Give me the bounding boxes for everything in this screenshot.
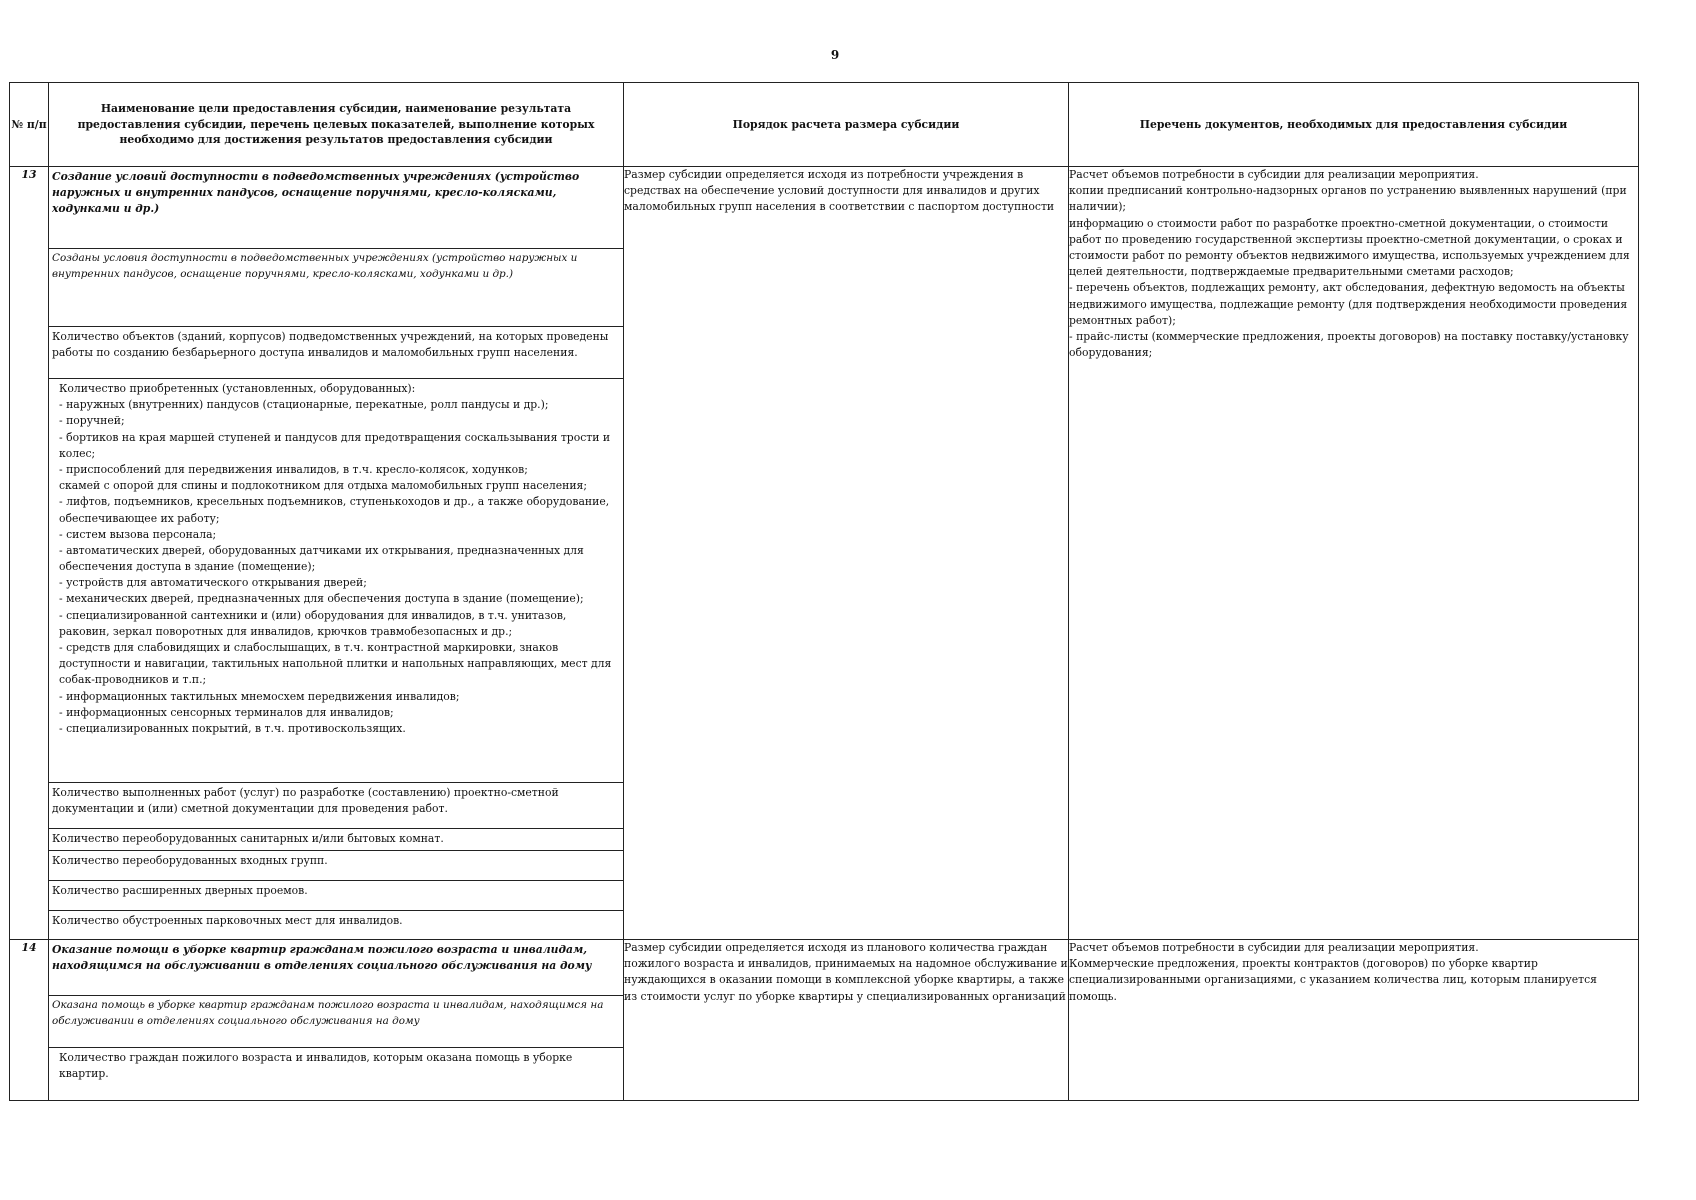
list-item: - информационных сенсорных терминалов для инвалидов; [59, 705, 394, 719]
result-text: Оказана помощь в уборке квартир гражданам пожилого возраста и инвалидам, находящимся на обслуживании в отделениях социального обслуживания на дому [49, 996, 623, 1048]
list-item: - лифтов, подъемников, кресельных подъемников, ступенькоходов и др., а также оборудование, обеспечивающее их работу; [59, 495, 610, 525]
list-item: - автоматических дверей, оборудованных датчиками их открывания, предназначенных для обеспечения доступа в здание (помещение); [59, 543, 584, 574]
indicator-objects: Количество объектов (зданий, корпусов) подведомственных учреждений, на которых проведены работы по созданию безбарьерного доступа инвалидов и маломобильных групп населения. [49, 327, 623, 379]
indicator-doorways: Количество расширенных дверных проемов. [49, 881, 623, 911]
list-item: - систем вызова персонала; [59, 527, 217, 541]
doc-line: - перечень объектов, подлежащих ремонту, акт обследования, дефектную ведомость на объекты недвижимого имущества, подлежащие ремонту (для подтверждения необходимости проведения ремонтных работ); [1069, 281, 1628, 327]
list-item: - поручней; [59, 414, 125, 428]
row-number: 14 [10, 940, 49, 1101]
docs-cell [1069, 940, 1639, 1101]
doc-line: Расчет объемов потребности в субсидии для реализации мероприятия. [1069, 941, 1479, 954]
row-number: 13 [10, 167, 49, 940]
indicator-citizens: Количество граждан пожилого возраста и инвалидов, которым оказана помощь в уборке квартир. [59, 1051, 573, 1081]
list-item: - механических дверей, предназначенных для обеспечения доступа в здание (помещение); [59, 592, 584, 606]
result-text: Созданы условия доступности в подведомственных учреждениях (устройство наружных и внутренних пандусов, оснащение поручнями, кресло-колясками, ходунками и др.) [49, 249, 623, 327]
indicator-sanitary: Количество переоборудованных санитарных и/или бытовых комнат. [49, 829, 623, 851]
header-row [10, 83, 1639, 167]
doc-line: информацию о стоимости работ по разработке проектно-сметной документации, о стоимости работ по проведению государственной экспертизы проектно-сметной документации, о сроках и стоимости работ по ремонту объектов недвижимого имущества, используемых учреждением для целей деятельности, подтверждаемые предварительными сметами расходов; [1069, 216, 1630, 279]
header-goal: Наименование цели предоставления субсидии, наименование результата предоставления субсидии, перечень целевых показателей, выполнение которых необходимо для достижения результатов предоставления субсидии [49, 83, 624, 167]
doc-line: копии предписаний контрольно-надзорных органов по устранению выявленных нарушений (при наличии); [1069, 184, 1627, 214]
doc-line: Расчет объемов потребности в субсидии для реализации мероприятия. [1069, 168, 1479, 181]
docs-cell [1069, 167, 1639, 940]
acquired-title: Количество приобретенных (установленных, оборудованных): [59, 382, 416, 395]
list-item: - информационных тактильных мнемосхем передвижения инвалидов; [59, 689, 460, 703]
header-docs: Перечень документов, необходимых для предоставления субсидии [1069, 83, 1639, 167]
header-calc: Порядок расчета размера субсидии [624, 83, 1069, 167]
header-num: № п/п [10, 83, 49, 167]
goal-cell [49, 167, 624, 940]
table-row [10, 167, 1639, 940]
list-item: - приспособлений для передвижения инвалидов, в т.ч. кресло-колясок, ходунков; [59, 462, 528, 476]
calc-cell: Размер субсидии определяется исходя из планового количества граждан пожилого возраста и инвалидов, принимаемых на надомное обслуживание и нуждающихся в оказании помощи в комплексной уборке квартиры, а также из стоимости услуг по уборке квартиры у специализированных организаций [624, 940, 1069, 1101]
list-item: скамей с опорой для спины и подлокотником для отдыха маломобильных групп населения; [59, 479, 587, 493]
indicator-parking: Количество обустроенных парковочных мест для инвалидов. [52, 914, 403, 927]
list-item: - устройств для автоматического открывания дверей; [59, 576, 367, 590]
list-item: - наружных (внутренних) пандусов (стационарные, перекатные, ролл пандусы и др.); [59, 398, 549, 412]
page-number: 9 [830, 48, 840, 62]
acquired-list [49, 379, 623, 783]
list-item: - бортиков на края маршей ступеней и пандусов для предотвращения соскальзывания трости и колес; [59, 430, 611, 460]
doc-line: - прайс-листы (коммерческие предложения, проекты договоров) на поставку поставку/установку оборудования; [1069, 329, 1629, 360]
list-item: - специализированной сантехники и (или) оборудования для инвалидов, в т.ч. унитазов, раковин, зеркал поворотных для инвалидов, крючков травмобезопасных и др.; [59, 608, 567, 638]
goal-cell [49, 940, 624, 1101]
calc-cell: Размер субсидии определяется исходя из потребности учреждения в средствах на обеспечение условий доступности для инвалидов и других маломобильных групп населения в соответствии с паспортом доступности [624, 167, 1069, 940]
doc-line: Коммерческие предложения, проекты контрактов (договоров) по уборке квартир специализированными организациями, с указанием количества лиц, которым планируется помощь. [1069, 957, 1597, 1003]
indicator-entrance: Количество переоборудованных входных групп. [49, 851, 623, 881]
indicator-works: Количество выполненных работ (услуг) по разработке (составлению) проектно-сметной документации и (или) сметной документации для проведения работ. [49, 783, 623, 829]
list-item: - специализированных покрытий, в т.ч. противоскользящих. [59, 721, 406, 735]
list-item: - средств для слабовидящих и слабослышащих, в т.ч. контрастной маркировки, знаков доступности и навигации, тактильных напольной плитки и напольных направляющих, мест для собак-проводников и т.п.; [59, 641, 612, 687]
subsidy-table [9, 82, 1639, 1101]
table-row [10, 940, 1639, 1101]
goal-text: Создание условий доступности в подведомственных учреждениях (устройство наружных и внутренних пандусов, оснащение поручнями, кресло-колясками, ходунками и др.) [49, 167, 623, 249]
goal-text: Оказание помощи в уборке квартир гражданам пожилого возраста и инвалидам, находящимся на обслуживании в отделениях социального обслуживания на дому [49, 940, 623, 996]
